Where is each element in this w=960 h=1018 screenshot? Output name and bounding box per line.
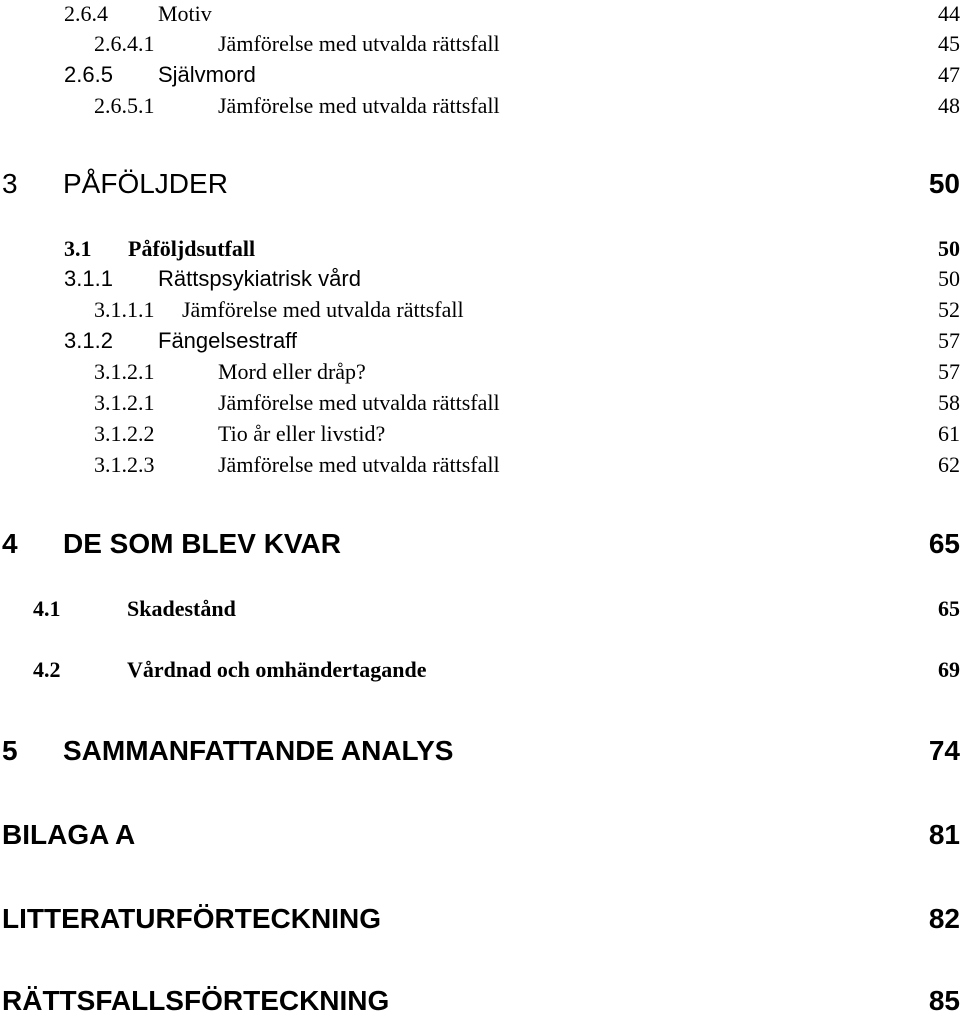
toc-page-number: 65 (938, 596, 960, 621)
toc-page-number: 47 (938, 62, 960, 87)
toc-page-number: 44 (938, 1, 960, 26)
toc-page-number: 45 (938, 31, 960, 56)
toc-number: 2.6.4 (64, 1, 108, 26)
toc-title: Motiv (158, 1, 212, 26)
toc-page-number: 50 (938, 236, 960, 261)
toc-title: Jämförelse med utvalda rättsfall (182, 297, 464, 322)
toc-page-number: 50 (938, 266, 960, 291)
toc-title: Självmord (158, 62, 256, 87)
toc-number: 3.1.2 (64, 328, 113, 353)
toc-number: 3.1.2.1 (94, 390, 155, 415)
toc-chapter-title: BILAGA A (2, 819, 136, 850)
toc-number: 4.1 (33, 596, 61, 621)
toc-page-number: 62 (938, 452, 960, 477)
toc-chapter-number: 5 (2, 735, 18, 766)
toc-chapter-title: DE SOM BLEV KVAR (63, 528, 341, 559)
toc-chapter-title: LITTERATURFÖRTECKNING (2, 903, 381, 934)
toc-title: Tio år eller livstid? (218, 421, 386, 446)
toc-title: Mord eller dråp? (218, 359, 366, 384)
toc-number: 4.2 (33, 657, 61, 682)
toc-title: Jämförelse med utvalda rättsfall (218, 31, 500, 56)
toc-title: Jämförelse med utvalda rättsfall (218, 390, 500, 415)
toc-page-number: 82 (928, 903, 960, 934)
toc-chapter-title: SAMMANFATTANDE ANALYS (63, 735, 454, 766)
toc-title: Vårdnad och omhändertagande (127, 657, 427, 682)
toc-number: 2.6.4.1 (94, 31, 155, 56)
toc-title: Jämförelse med utvalda rättsfall (218, 452, 500, 477)
toc-page-number: 48 (938, 93, 960, 118)
toc-number: 3.1.1.1 (94, 297, 155, 322)
toc-chapter-title: PÅFÖLJDER (63, 168, 228, 199)
toc-page-number: 81 (928, 819, 960, 850)
toc-title: Rättspsykiatrisk vård (158, 266, 361, 291)
toc-page-number: 57 (938, 328, 960, 353)
toc-page-number: 57 (938, 359, 960, 384)
toc-number: 2.6.5 (64, 62, 113, 87)
toc-title: Jämförelse med utvalda rättsfall (218, 93, 500, 118)
toc-page-number: 52 (938, 297, 960, 322)
toc-number: 3.1.2.1 (94, 359, 155, 384)
toc-chapter-number: 3 (2, 168, 18, 199)
toc-page-number: 58 (938, 390, 960, 415)
toc-chapter-title: RÄTTSFALLSFÖRTECKNING (2, 985, 390, 1016)
toc-title: Skadestånd (127, 596, 236, 621)
toc-page-number: 74 (928, 735, 960, 766)
toc-title: Fängelsestraff (158, 328, 298, 353)
toc-number: 3.1 (64, 236, 92, 261)
toc-page-number: 61 (938, 421, 960, 446)
toc-number: 3.1.2.2 (94, 421, 155, 446)
toc-page-number: 50 (928, 168, 960, 199)
toc-number: 2.6.5.1 (94, 93, 155, 118)
toc-page-number: 65 (928, 528, 960, 559)
toc-number: 3.1.2.3 (94, 452, 155, 477)
toc-number: 3.1.1 (64, 266, 113, 291)
toc-title: Påföljdsutfall (128, 236, 256, 261)
toc-page-number: 85 (928, 985, 960, 1016)
toc-chapter-number: 4 (2, 528, 18, 559)
toc-page-number: 69 (938, 657, 960, 682)
